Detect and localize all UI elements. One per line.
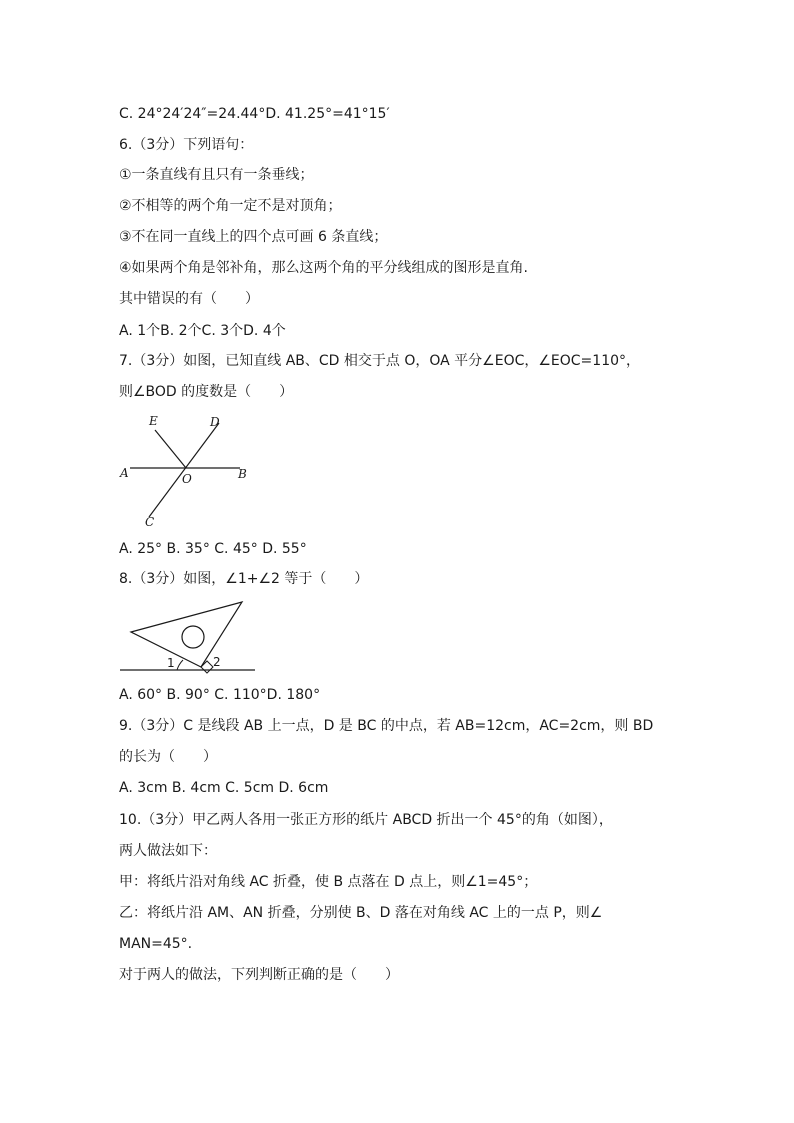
label-d: D	[210, 415, 220, 429]
q7-stem: 7.（3分）如图，已知直线 AB、CD 相交于点 O，OA 平分∠EOC，∠EOC=110°，	[119, 353, 641, 369]
q10-method-yi-cont: MAN=45°.	[119, 936, 193, 952]
label-a: A	[120, 466, 129, 480]
q10-stem-cont: 两人做法如下：	[119, 843, 217, 859]
angle-1-label: 1	[167, 656, 175, 670]
label-e: E	[149, 414, 158, 428]
q5-options-cd: C. 24°24′24″=24.44°D. 41.25°=41°15′	[119, 106, 390, 122]
q9-options: A. 3cm B. 4cm C. 5cm D. 6cm	[119, 780, 329, 796]
q6-ask: 其中错误的有（ ）	[119, 291, 259, 307]
q10-ask: 对于两人的做法，下列判断正确的是（ ）	[119, 967, 399, 983]
label-o: O	[182, 472, 192, 486]
q6-statement-3: ③不在同一直线上的四个点可画 6 条直线；	[119, 229, 388, 245]
angle-2-label: 2	[213, 655, 221, 669]
q8-options: A. 60° B. 90° C. 110°D. 180°	[119, 687, 321, 703]
q8-figure	[115, 597, 260, 677]
q6-statement-4: ④如果两个角是邻补角，那么这两个角的平分线组成的图形是直角.	[119, 260, 528, 276]
q9-stem: 9.（3分）C 是线段 AB 上一点，D 是 BC 的中点，若 AB=12cm，AC=2cm，则 BD	[119, 718, 654, 734]
label-c: C	[145, 515, 155, 529]
q7-figure	[115, 410, 255, 530]
label-b: B	[238, 467, 247, 481]
q9-stem-cont: 的长为（ ）	[119, 749, 217, 765]
q6-statement-2: ②不相等的两个角一定不是对顶角；	[119, 198, 342, 214]
q6-options: A. 1个B. 2个C. 3个D. 4个	[119, 323, 286, 339]
q7-options: A. 25° B. 35° C. 45° D. 55°	[119, 541, 307, 557]
q7-stem-cont: 则∠BOD 的度数是（ ）	[119, 384, 294, 400]
q10-method-yi: 乙：将纸片沿 AM、AN 折叠，分别使 B、D 落在对角线 AC 上的一点 P，则∠	[119, 905, 603, 921]
q10-stem: 10.（3分）甲乙两人各用一张正方形的纸片 ABCD 折出一个 45°的角（如图），	[119, 812, 613, 828]
q6-statement-1: ①一条直线有且只有一条垂线；	[119, 167, 314, 183]
q6-stem: 6.（3分）下列语句：	[119, 137, 254, 153]
q10-method-jia: 甲：将纸片沿对角线 AC 折叠，使 B 点落在 D 点上，则∠1=45°；	[119, 874, 538, 890]
q8-stem: 8.（3分）如图，∠1+∠2 等于（ ）	[119, 571, 369, 587]
